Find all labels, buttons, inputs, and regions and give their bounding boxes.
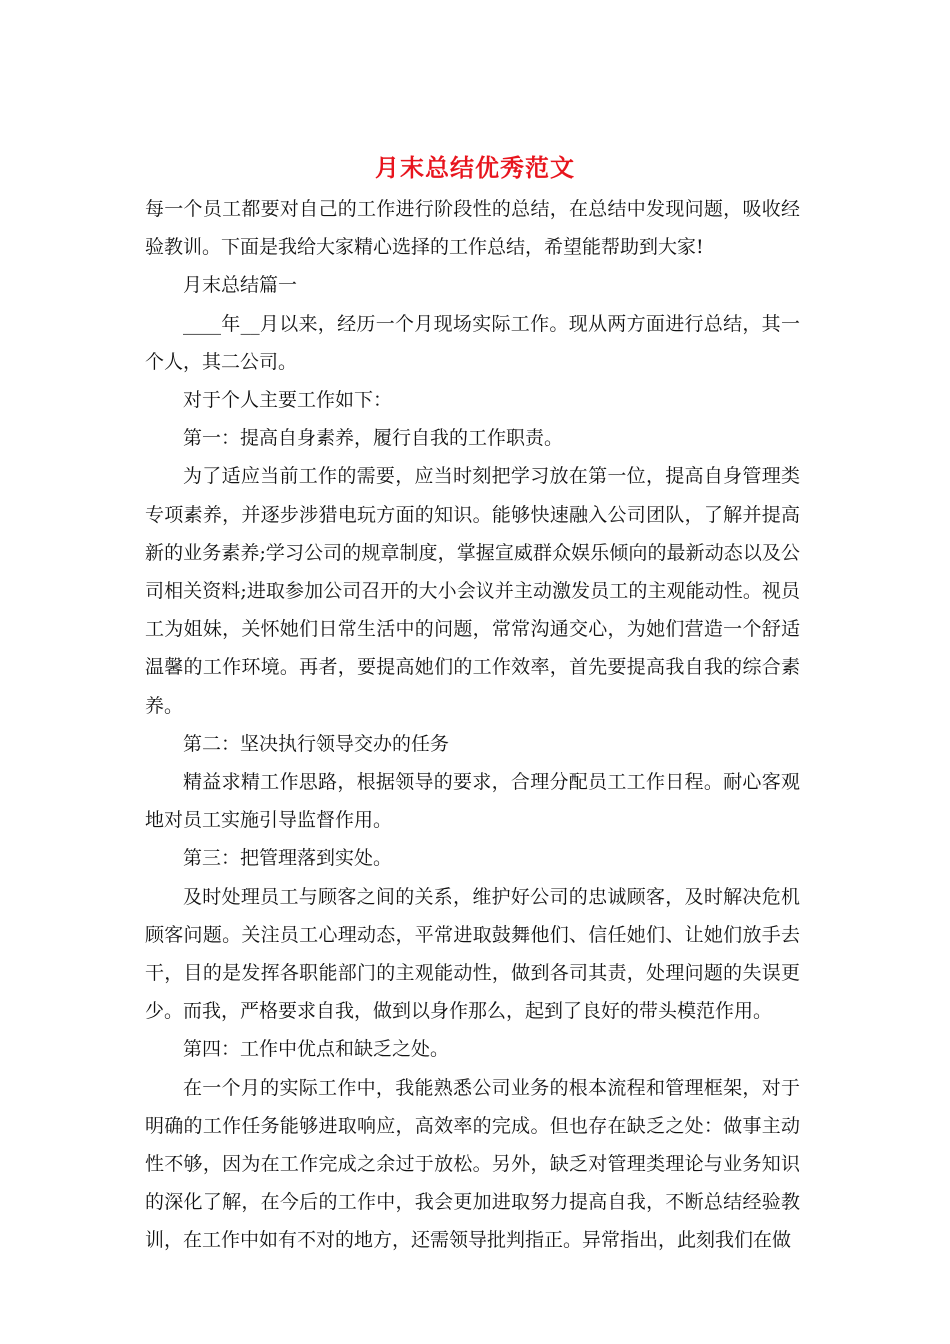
intro-paragraph: 每一个员工都要对自己的工作进行阶段性的总结，在总结中发现问题，吸收经验教训。下面是我给大家精心选择的工作总结，希望能帮助到大家! bbox=[145, 198, 800, 259]
body-paragraph: 在一个月的实际工作中，我能熟悉公司业务的根本流程和管理框架，对于明确的工作任务能够进取响应，高效率的完成。但也存在缺乏之处：做事主动性不够，因为在工作完成之余过于放松。另外，缺乏对管理类理论与业务知识的深化了解，在今后的工作中，我会更加进取努力提高自我，不断总结经验教训，在工作中如有不对的地方，还需领导批判指正。异常指出，此刻我们在做 bbox=[145, 1076, 800, 1252]
point-heading: 第四：工作中优点和缺乏之处。 bbox=[183, 1038, 450, 1061]
point-heading: 第一：提高自身素养，履行自我的工作职责。 bbox=[183, 427, 564, 450]
body-paragraph: 为了适应当前工作的需要，应当时刻把学习放在第一位，提高自身管理类专项素养，并逐步涉猎电玩方面的知识。能够快速融入公司团队，了解并提高新的业务素养;学习公司的规章制度，掌握宣威群众娱乐倾向的最新动态以及公司相关资料;进取参加公司召开的大小会议并主动激发员工的主观能动性。视员工为姐妹，关怀她们日常生活中的问题，常常沟通交心，为她们营造一个舒适温馨的工作环境。再者，要提高她们的工作效率，首先要提高我自我的综合素养。 bbox=[145, 465, 800, 717]
document-body bbox=[145, 190, 800, 1260]
body-paragraph: 及时处理员工与顾客之间的关系，维护好公司的忠诚顾客，及时解决危机顾客问题。关注员工心理动态，平常进取鼓舞他们、信任她们、让她们放手去干，目的是发挥各职能部门的主观能动性，做到各司其责，处理问题的失误更少。而我，严格要求自我，做到以身作那么，起到了良好的带头模范作用。 bbox=[145, 885, 800, 1023]
document-title: 月末总结优秀范文 bbox=[375, 153, 575, 182]
body-paragraph: ____年__月以来，经历一个月现场实际工作。现从两方面进行总结，其一个人，其二公司。 bbox=[145, 312, 800, 373]
section-heading: 月末总结篇一 bbox=[183, 274, 298, 297]
point-heading: 第三：把管理落到实处。 bbox=[183, 847, 393, 870]
body-paragraph: 精益求精工作思路，根据领导的要求，合理分配员工工作日程。耐心客观地对员工实施引导监督作用。 bbox=[145, 771, 800, 832]
point-heading: 第二：坚决执行领导交办的任务 bbox=[183, 732, 450, 755]
body-paragraph: 对于个人主要工作如下： bbox=[183, 389, 393, 412]
